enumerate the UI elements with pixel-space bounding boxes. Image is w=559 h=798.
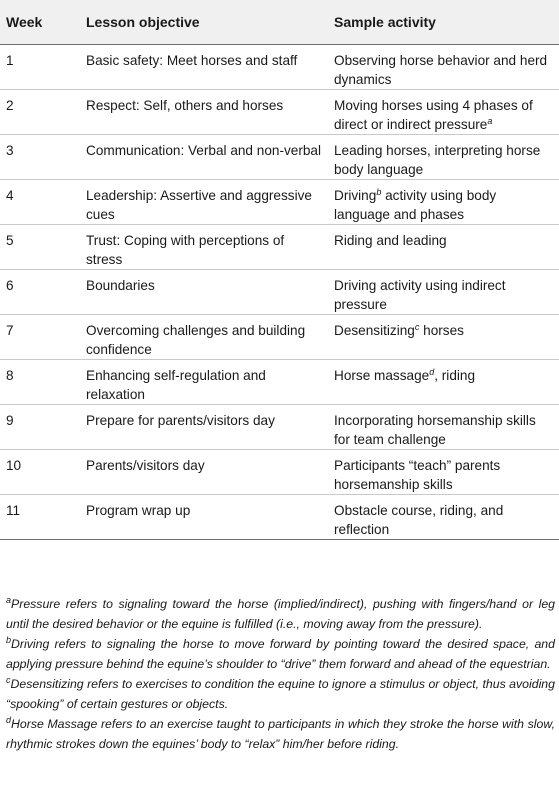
objective-cell: Overcoming challenges and building confidence [78, 315, 326, 360]
objective-cell: Program wrap up [78, 495, 326, 540]
activity-cell [326, 90, 559, 135]
activity-text: Moving horses using 4 phases of direct or indirect pressure [334, 98, 533, 132]
activity-text: Obstacle course, riding, and reflection [334, 503, 504, 537]
activity-cell [326, 270, 559, 315]
objective-cell: Basic safety: Meet horses and staff [78, 45, 326, 90]
footnote-mark: c [414, 322, 420, 332]
table-row [0, 225, 559, 270]
table-row [0, 495, 559, 540]
header-sample-activity: Sample activity [326, 0, 559, 45]
week-cell: 11 [0, 495, 78, 540]
week-cell: 3 [0, 135, 78, 180]
week-cell: 10 [0, 450, 78, 495]
footnote-mark: d [429, 367, 435, 377]
week-cell: 4 [0, 180, 78, 225]
table-row [0, 135, 559, 180]
table-row [0, 405, 559, 450]
table-row [0, 360, 559, 405]
table-header [0, 0, 559, 45]
activity-cell [326, 225, 559, 270]
objective-cell: Enhancing self-regulation and relaxation [78, 360, 326, 405]
header-row [0, 0, 559, 45]
footnote-mark: b [376, 187, 382, 197]
objective-cell: Trust: Coping with perceptions of stress [78, 225, 326, 270]
week-cell: 1 [0, 45, 78, 90]
week-cell: 7 [0, 315, 78, 360]
activity-cell [326, 495, 559, 540]
footnote-marker: b [6, 635, 12, 645]
table-row [0, 90, 559, 135]
header-week: Week [0, 0, 78, 45]
header-lesson-objective: Lesson objective [78, 0, 326, 45]
table-row [0, 180, 559, 225]
week-cell: 5 [0, 225, 78, 270]
footnote-text: Driving refers to signaling the horse to move forward by pointing toward the desired space, and applying pressure behind the equine’s shoulder to “drive” them forward and ahead of the equestrian. [6, 637, 555, 671]
week-cell: 2 [0, 90, 78, 135]
activity-text: Desensitizing [334, 323, 415, 338]
objective-cell: Parents/visitors day [78, 450, 326, 495]
table-row [0, 315, 559, 360]
activity-text: Participants “teach” parents horsemanship skills [334, 458, 501, 492]
objective-cell: Leadership: Assertive and aggressive cues [78, 180, 326, 225]
activity-text-continued: activity using body language and phases [334, 188, 497, 222]
objective-cell: Communication: Verbal and non-verbal [78, 135, 326, 180]
activity-text: Incorporating horsemanship skills for team challenge [334, 413, 536, 447]
objective-cell: Respect: Self, others and horses [78, 90, 326, 135]
footnote [6, 634, 555, 674]
week-cell: 8 [0, 360, 78, 405]
activity-text: Driving activity using indirect pressure [334, 278, 506, 312]
week-cell: 9 [0, 405, 78, 450]
table-row [0, 45, 559, 90]
activity-cell [326, 450, 559, 495]
footnotes [0, 594, 559, 754]
objective-cell: Prepare for parents/visitors day [78, 405, 326, 450]
table-row [0, 270, 559, 315]
activity-text: Riding and leading [334, 233, 447, 248]
objective-cell: Boundaries [78, 270, 326, 315]
activity-text-continued: , riding [434, 368, 476, 383]
footnote-text: Desensitizing refers to exercises to condition the equine to ignore a stimulus or object, thus avoiding “spooking” of certain gestures or objects. [6, 677, 555, 711]
footnote-text: Pressure refers to signaling toward the horse (implied/indirect), pushing with fingers/hand or leg until the desired behavior or the equine is fulfilled (i.e., moving away from the pressure). [6, 597, 555, 631]
activity-text-continued: horses [419, 323, 464, 338]
activity-cell [326, 360, 559, 405]
activity-text: Horse massage [334, 368, 430, 383]
activity-text: Observing horse behavior and herd dynamics [334, 53, 548, 87]
table-row [0, 450, 559, 495]
week-cell: 6 [0, 270, 78, 315]
footnote-mark: a [487, 116, 493, 126]
activity-cell [326, 45, 559, 90]
footnote [6, 674, 555, 714]
footnote-marker: a [6, 595, 12, 605]
table-body [0, 45, 559, 540]
activity-text: Driving [334, 188, 377, 203]
activity-cell [326, 180, 559, 225]
footnote-text: Horse Massage refers to an exercise taught to participants in which they stroke the horse with slow, rhythmic strokes down the equines’ body to “relax” him/her before riding. [6, 717, 555, 751]
activity-cell [326, 315, 559, 360]
footnote-marker: d [6, 715, 12, 725]
footnote [6, 714, 555, 754]
footnote-marker: c [6, 675, 11, 685]
activity-cell [326, 405, 559, 450]
footnote [6, 594, 555, 634]
activity-cell [326, 135, 559, 180]
activity-text: Leading horses, interpreting horse body language [334, 143, 541, 177]
